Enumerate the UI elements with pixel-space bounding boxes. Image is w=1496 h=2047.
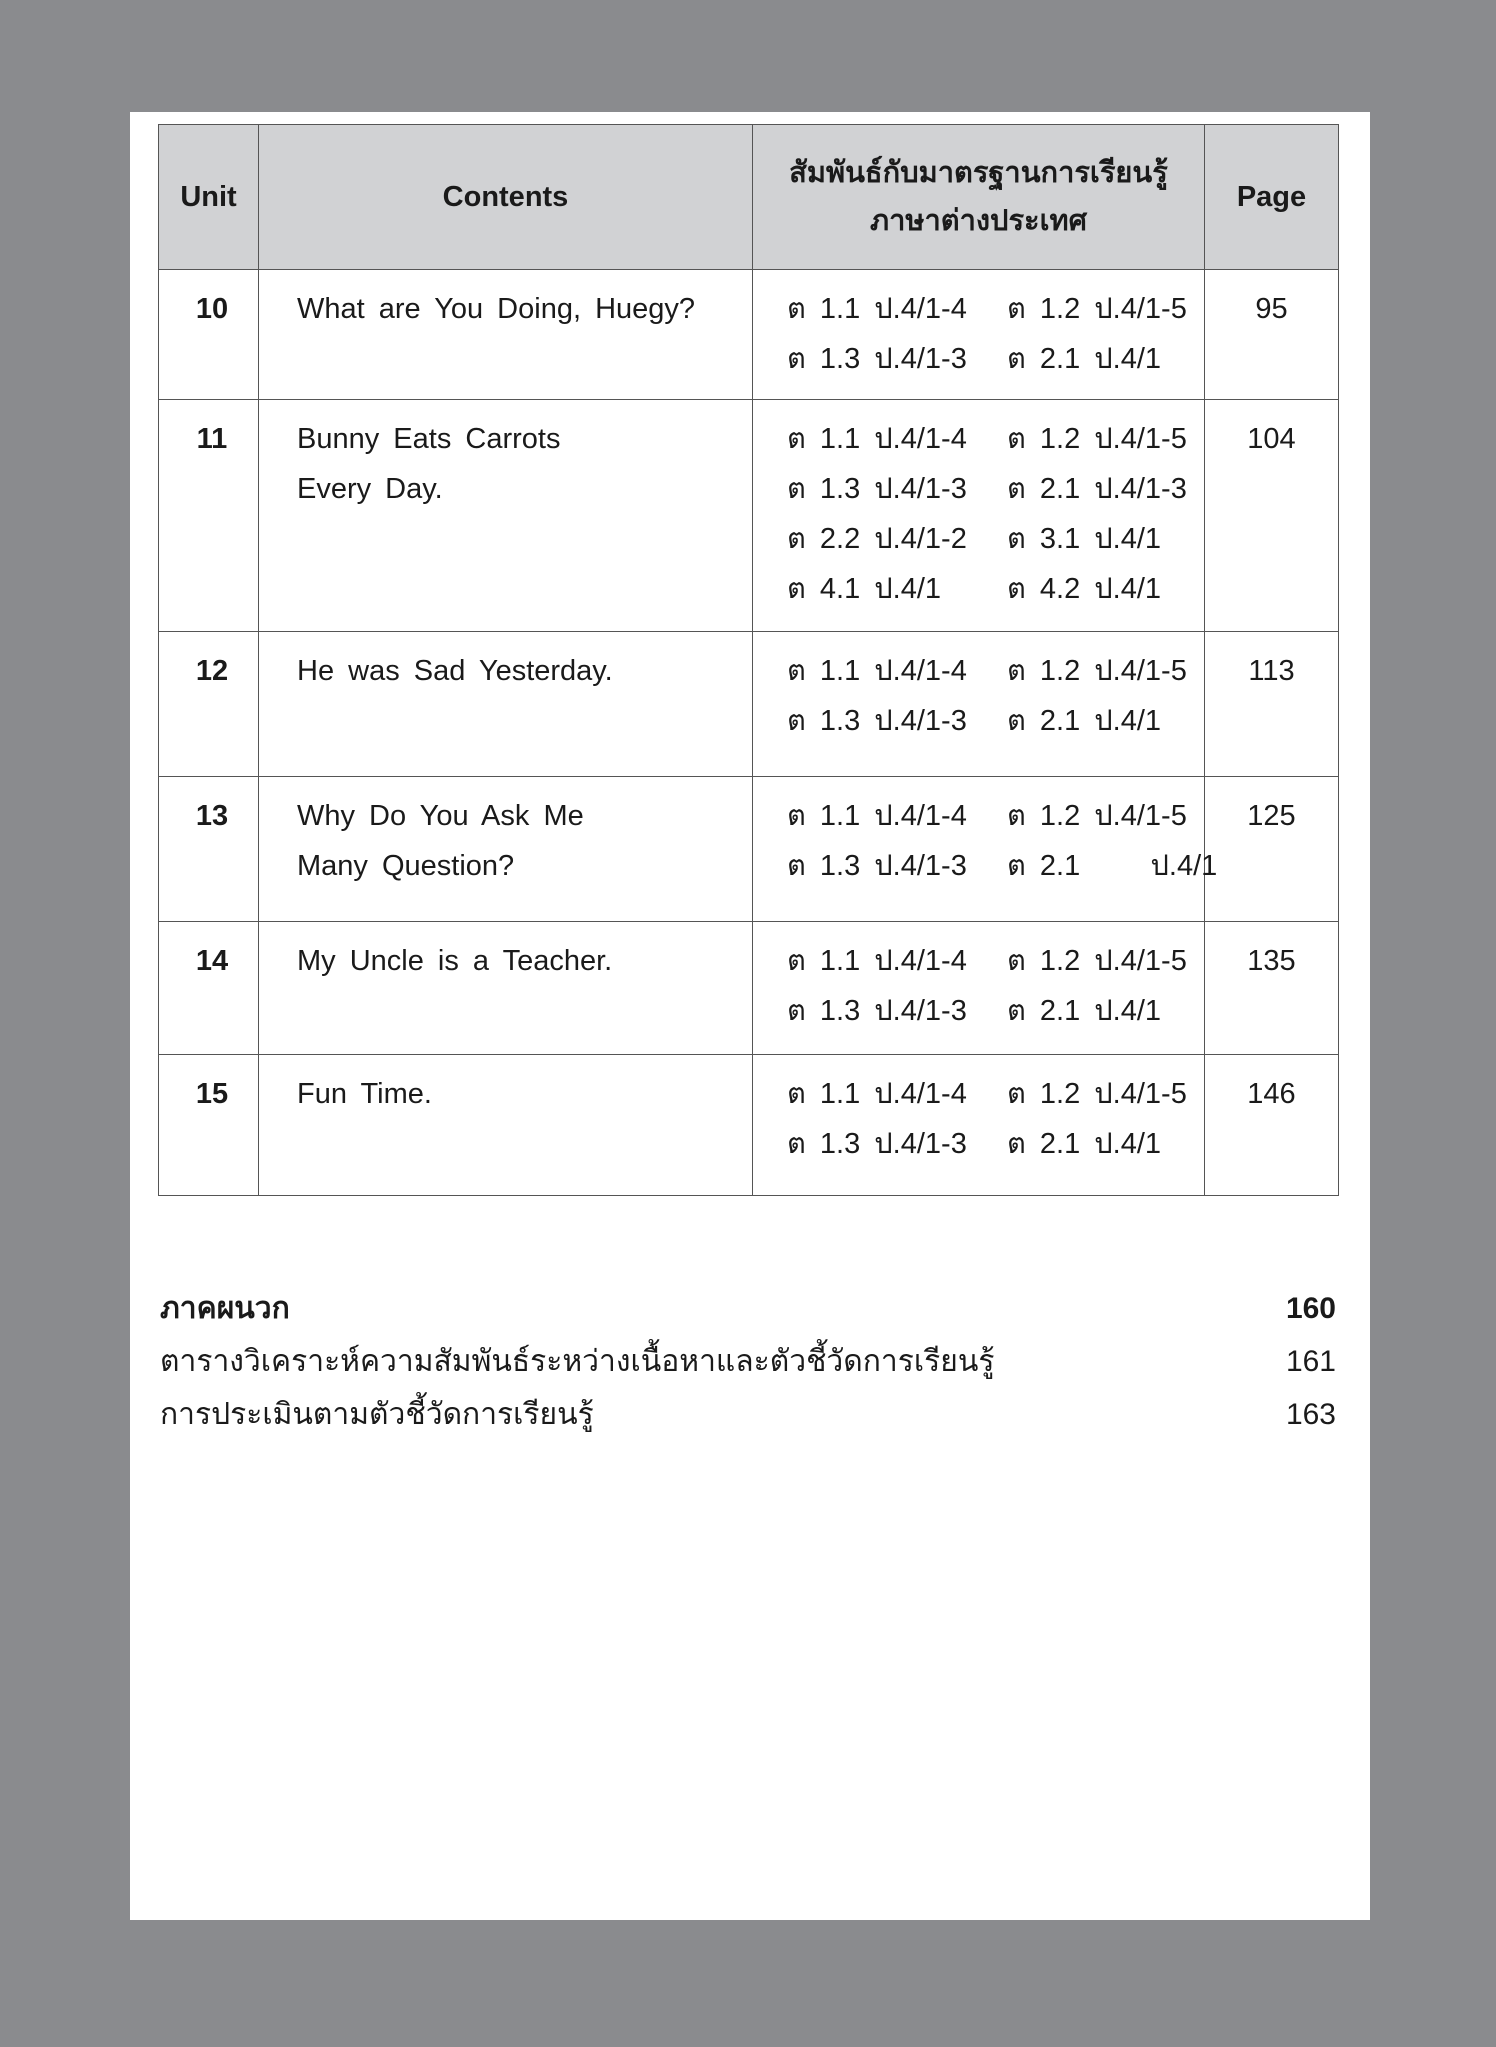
unit-contents bbox=[259, 922, 753, 1055]
standard-code: ต 1.2 ป.4/1-5 bbox=[1007, 945, 1187, 977]
contents-table bbox=[158, 124, 1339, 1196]
appendix-item bbox=[160, 1388, 1336, 1441]
standard-code: ต 1.2 ป.4/1-5 bbox=[1007, 293, 1187, 325]
standard-code: ต 1.3 ป.4/1-3 bbox=[787, 1128, 967, 1160]
unit-number: 15 bbox=[159, 1055, 259, 1196]
standard-code: ต 1.2 ป.4/1-5 bbox=[1007, 423, 1187, 455]
page-number: 113 bbox=[1205, 632, 1339, 777]
contents-line: He was Sad Yesterday. bbox=[297, 655, 613, 687]
unit-standards bbox=[753, 922, 1205, 1055]
unit-contents bbox=[259, 270, 753, 400]
page-number: 125 bbox=[1205, 777, 1339, 922]
standards-line bbox=[787, 284, 1203, 334]
standards-line bbox=[787, 1119, 1203, 1169]
header-standards bbox=[753, 125, 1205, 270]
standard-code: ต 4.1 ป.4/1 bbox=[787, 573, 942, 605]
contents-line: Fun Time. bbox=[297, 1078, 432, 1110]
header-unit: Unit bbox=[159, 125, 259, 270]
contents-line: Bunny Eats Carrots bbox=[297, 423, 561, 455]
contents-line: My Uncle is a Teacher. bbox=[297, 945, 613, 977]
unit-standards bbox=[753, 632, 1205, 777]
standard-code: ต 2.1 ป.4/1 bbox=[1007, 995, 1162, 1027]
page-number: 135 bbox=[1205, 922, 1339, 1055]
table-row bbox=[159, 270, 1339, 400]
standards-line bbox=[787, 464, 1203, 514]
standard-code: ต 1.3 ป.4/1-3 bbox=[787, 473, 967, 505]
standard-code: ต 2.1 ป.4/1 bbox=[1007, 705, 1162, 737]
standards-line bbox=[787, 841, 1218, 891]
document-page bbox=[130, 112, 1370, 1920]
table-row bbox=[159, 400, 1339, 632]
unit-number: 11 bbox=[159, 400, 259, 632]
contents-line: What are You Doing, Huegy? bbox=[297, 293, 696, 325]
unit-contents bbox=[259, 632, 753, 777]
standard-code: ต 1.3 ป.4/1-3 bbox=[787, 995, 967, 1027]
standard-code: ต 1.1 ป.4/1-4 bbox=[787, 800, 967, 832]
page-number: 104 bbox=[1205, 400, 1339, 632]
header-standards-line1: สัมพันธ์กับมาตรฐานการเรียนรู้ bbox=[789, 157, 1168, 189]
standards-line bbox=[787, 334, 1203, 384]
unit-standards bbox=[753, 777, 1218, 922]
standard-code: ต 1.1 ป.4/1-4 bbox=[787, 945, 967, 977]
appendix-page: 163 bbox=[1285, 1398, 1336, 1431]
unit-number: 14 bbox=[159, 922, 259, 1055]
contents-line: Every Day. bbox=[297, 473, 443, 505]
header-contents: Contents bbox=[259, 125, 753, 270]
standards-line bbox=[787, 414, 1203, 464]
header-standards-line2: ภาษาต่างประเทศ bbox=[869, 205, 1088, 237]
contents-line: Many Question? bbox=[297, 850, 515, 882]
standard-code: ต 3.1 ป.4/1 bbox=[1007, 523, 1162, 555]
table-row bbox=[159, 632, 1339, 777]
unit-standards bbox=[753, 270, 1205, 400]
standard-code: ต 1.1 ป.4/1-4 bbox=[787, 1078, 967, 1110]
appendix-item bbox=[160, 1335, 1336, 1388]
standards-line bbox=[787, 986, 1203, 1036]
standard-code: ต 4.2 ป.4/1 bbox=[1007, 573, 1162, 605]
table-row bbox=[159, 1055, 1339, 1196]
standard-code: ต 1.3 ป.4/1-3 bbox=[787, 343, 967, 375]
table-row bbox=[159, 922, 1339, 1055]
standards-line bbox=[787, 514, 1203, 564]
standard-code: ต 2.2 ป.4/1-2 bbox=[787, 523, 967, 555]
unit-contents bbox=[259, 1055, 753, 1196]
standards-line bbox=[787, 564, 1203, 614]
appendix-page: 160 bbox=[1285, 1292, 1336, 1325]
standard-code: ต 1.2 ป.4/1-5 bbox=[1007, 800, 1187, 832]
unit-number: 13 bbox=[159, 777, 259, 922]
table-header-row bbox=[159, 125, 1339, 270]
appendix-item bbox=[160, 1282, 1336, 1335]
standard-code: ต 1.1 ป.4/1-4 bbox=[787, 293, 967, 325]
standard-code: ต 2.1 ป.4/1 bbox=[1007, 850, 1218, 882]
standard-code: ต 2.1 ป.4/1 bbox=[1007, 1128, 1162, 1160]
standard-code: ต 1.1 ป.4/1-4 bbox=[787, 423, 967, 455]
unit-contents bbox=[259, 777, 753, 922]
unit-contents bbox=[259, 400, 753, 632]
contents-line: Why Do You Ask Me bbox=[297, 800, 584, 832]
standards-line bbox=[787, 936, 1203, 986]
standard-code: ต 2.1 ป.4/1-3 bbox=[1007, 473, 1187, 505]
header-page: Page bbox=[1205, 125, 1339, 270]
standard-code: ต 1.2 ป.4/1-5 bbox=[1007, 1078, 1187, 1110]
standards-line bbox=[787, 1069, 1203, 1119]
appendix-list bbox=[160, 1282, 1336, 1441]
appendix-page: 161 bbox=[1285, 1345, 1336, 1378]
standard-code: ต 1.1 ป.4/1-4 bbox=[787, 655, 967, 687]
table-row bbox=[159, 777, 1339, 922]
unit-number: 12 bbox=[159, 632, 259, 777]
standard-code: ต 2.1 ป.4/1 bbox=[1007, 343, 1162, 375]
page-number: 146 bbox=[1205, 1055, 1339, 1196]
unit-standards bbox=[753, 400, 1205, 632]
appendix-label: ตารางวิเคราะห์ความสัมพันธ์ระหว่างเนื้อหาและตัวชี้วัดการเรียนรู้ bbox=[160, 1345, 995, 1378]
page-number: 95 bbox=[1205, 270, 1339, 400]
standard-code: ต 1.3 ป.4/1-3 bbox=[787, 850, 967, 882]
standard-code: ต 1.2 ป.4/1-5 bbox=[1007, 655, 1187, 687]
appendix-label: การประเมินตามตัวชี้วัดการเรียนรู้ bbox=[160, 1398, 594, 1431]
standards-line bbox=[787, 646, 1203, 696]
appendix-label: ภาคผนวก bbox=[160, 1292, 290, 1325]
standards-line bbox=[787, 791, 1203, 841]
unit-number: 10 bbox=[159, 270, 259, 400]
unit-standards bbox=[753, 1055, 1205, 1196]
table-body bbox=[159, 270, 1339, 1196]
standards-line bbox=[787, 696, 1203, 746]
standard-code: ต 1.3 ป.4/1-3 bbox=[787, 705, 967, 737]
